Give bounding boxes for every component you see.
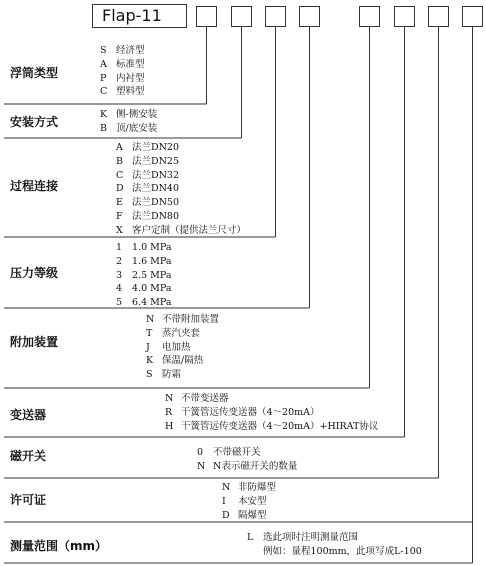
option-text: 经济型 [116, 45, 145, 56]
category-label: 浮筒类型 [10, 66, 59, 80]
option-item [165, 420, 378, 434]
option-text: 法兰DN80 [132, 210, 180, 222]
option-code: S [100, 45, 107, 56]
option-list [247, 531, 422, 559]
option-item [116, 155, 246, 169]
option-item [222, 509, 276, 523]
category-label: 变送器 [10, 408, 47, 422]
option-text: 不带变送器 [181, 393, 229, 404]
option-code: J [146, 341, 150, 353]
option-text: 塑料型 [116, 86, 145, 98]
option-text: 选此项时注明测量范围 [263, 532, 359, 543]
option-text: 客户定制（提供法兰尺寸） [132, 224, 247, 236]
option-code: 1 [116, 242, 123, 253]
category-label: 附加装置 [10, 335, 59, 349]
option-code: 5 [116, 297, 123, 309]
model-code: Flap-11 [102, 6, 162, 25]
option-item [116, 196, 246, 210]
option-list [116, 141, 246, 238]
option-item [146, 313, 219, 327]
option-text: 6.4 MPa [132, 297, 172, 309]
option-text: N表示磁开关的数量 [213, 460, 298, 472]
option-code: N [222, 482, 231, 493]
option-list [222, 481, 276, 522]
option-item [116, 282, 171, 296]
option-code: T [146, 327, 153, 339]
option-item [146, 368, 219, 382]
option-item [222, 481, 276, 495]
option-text: 不带附加装置 [162, 314, 220, 325]
option-item [222, 495, 276, 509]
option-text: 1.0 MPa [132, 242, 172, 253]
option-text: 防霜 [162, 369, 182, 381]
option-text: 非防爆型 [238, 482, 277, 493]
category-label: 测量范围（mm） [10, 539, 108, 553]
option-code: I [222, 495, 226, 507]
option-text: 法兰DN20 [132, 142, 180, 153]
category-label: 磁开关 [10, 449, 47, 463]
option-text: 电加热 [162, 341, 191, 353]
option-text: 1.6 MPa [132, 255, 172, 267]
option-code: B [116, 155, 123, 167]
option-item [100, 72, 145, 86]
option-code: 3 [116, 269, 123, 281]
option-text: 法兰DN50 [132, 197, 180, 209]
option-code: E [116, 197, 123, 209]
option-text: 法兰DN32 [132, 169, 180, 181]
option-code: K [146, 355, 154, 367]
option-code: D [222, 509, 230, 521]
option-item [247, 531, 422, 545]
option-item [116, 224, 246, 238]
option-item [146, 341, 219, 355]
option-code: K [100, 109, 108, 120]
option-item [146, 327, 219, 341]
option-item [197, 446, 297, 460]
option-list [100, 108, 157, 136]
option-item [100, 85, 145, 99]
option-text: 顶/底安装 [116, 122, 158, 134]
option-text: 法兰DN25 [132, 155, 180, 167]
option-code: X [116, 224, 123, 236]
option-code: S [146, 369, 153, 381]
option-code: C [116, 169, 124, 181]
option-code: 4 [116, 283, 123, 295]
option-code: A [116, 142, 123, 153]
option-text: 本安型 [238, 495, 267, 507]
option-code: A [100, 58, 107, 70]
option-item [165, 406, 378, 420]
category-label: 压力等级 [10, 266, 59, 280]
option-item [116, 182, 246, 196]
option-code: H [165, 420, 174, 432]
option-list [165, 392, 378, 433]
code-slot [299, 6, 320, 27]
code-slot [231, 6, 252, 27]
code-slot [428, 6, 449, 27]
option-text: 隔爆型 [238, 509, 267, 521]
option-note: 例如：量程100mm，此项写成L-100 [263, 545, 422, 557]
option-item [100, 122, 157, 136]
code-slot [359, 6, 380, 27]
option-list [100, 44, 145, 99]
option-text: 标准型 [116, 58, 145, 70]
option-code: D [116, 183, 124, 195]
option-code: P [100, 72, 107, 84]
code-slot [196, 6, 217, 27]
code-slot [394, 6, 415, 27]
option-text: 4.0 MPa [132, 283, 172, 295]
option-list [116, 241, 171, 310]
option-text: 不带磁开关 [213, 447, 261, 458]
option-text: 2.5 MPa [132, 269, 172, 281]
option-item [116, 269, 171, 283]
option-code: 0 [197, 447, 204, 458]
option-code: R [165, 406, 173, 418]
option-item [116, 255, 171, 269]
option-code: N [165, 393, 174, 404]
code-slot [462, 6, 483, 27]
option-text: 侧-侧安装 [116, 109, 158, 120]
option-list [197, 446, 297, 474]
option-code: N [197, 460, 206, 472]
option-item [197, 460, 297, 474]
option-item [116, 241, 171, 255]
option-list [146, 313, 219, 382]
option-text: 干簧管远传变送器（4～20mA）+HIRAT协议 [181, 420, 379, 432]
option-item [116, 210, 246, 224]
option-item [116, 296, 171, 310]
option-text: 干簧管远传变送器（4～20mA） [181, 406, 320, 418]
option-code: N [146, 314, 155, 325]
option-code: 2 [116, 255, 123, 267]
option-code: C [100, 86, 108, 98]
code-slot [265, 6, 286, 27]
option-item [100, 58, 145, 72]
option-text: 保温/隔热 [162, 355, 204, 367]
option-item [116, 169, 246, 183]
option-text: 法兰DN40 [132, 183, 180, 195]
option-item [146, 354, 219, 368]
option-code: B [100, 122, 107, 134]
option-code: L [247, 532, 254, 543]
option-item [100, 44, 145, 58]
option-text: 内衬型 [116, 72, 145, 84]
option-text: 蒸汽夹套 [162, 327, 201, 339]
model-code-box [92, 4, 187, 28]
category-label: 安装方式 [10, 115, 59, 129]
option-item [165, 392, 378, 406]
option-item [116, 141, 246, 155]
option-item [100, 108, 157, 122]
option-code: F [116, 210, 123, 222]
category-label: 过程连接 [10, 179, 59, 193]
category-label: 许可证 [10, 493, 47, 507]
